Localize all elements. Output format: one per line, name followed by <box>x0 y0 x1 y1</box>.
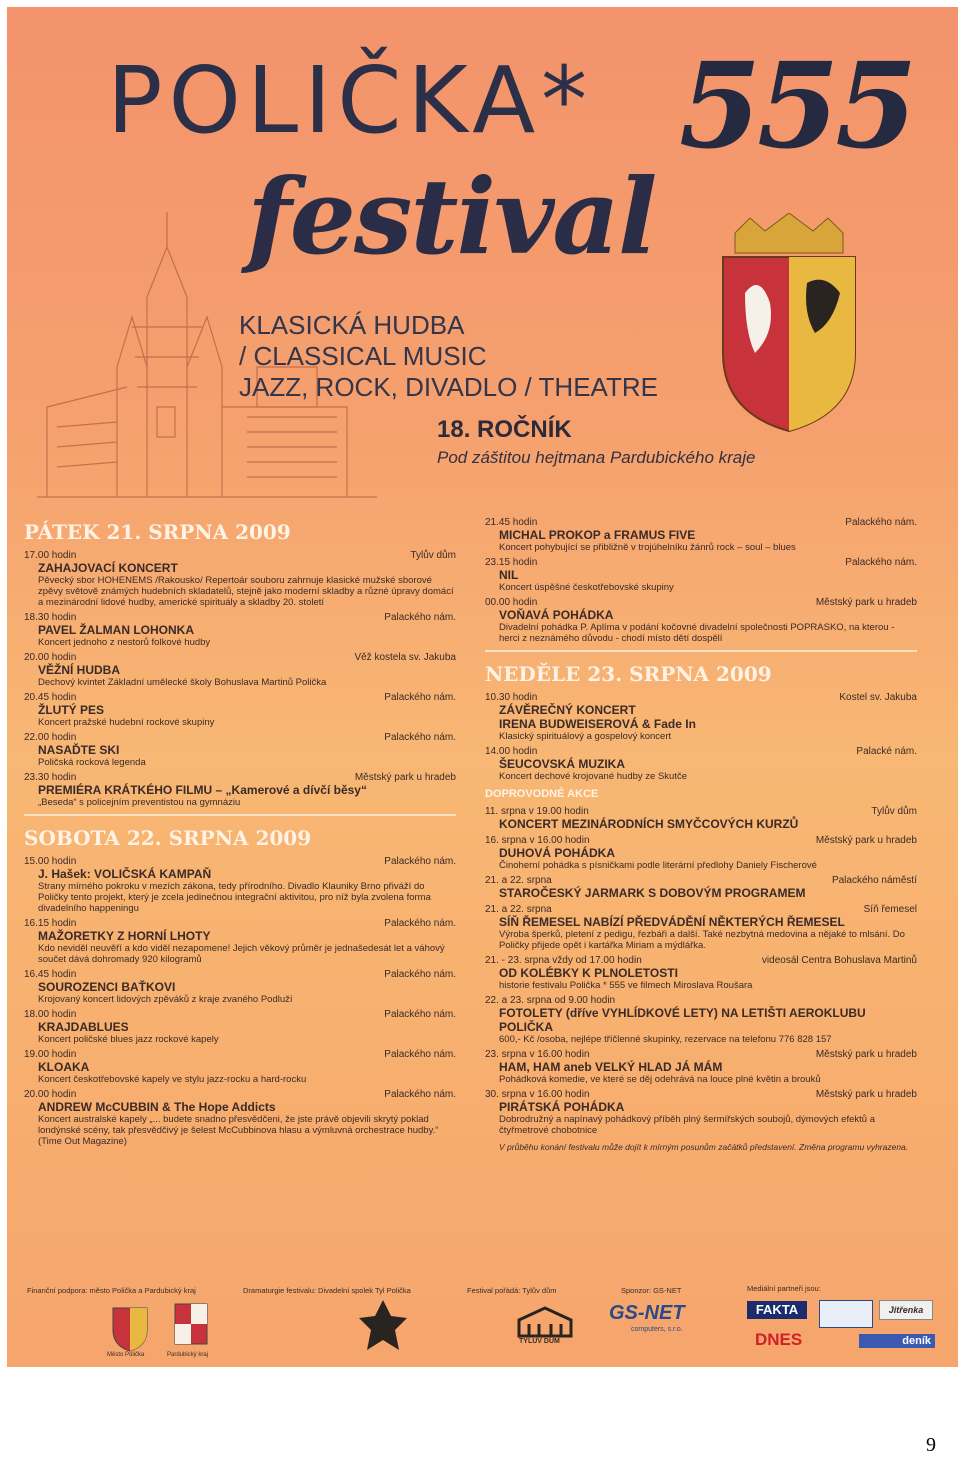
program-event <box>24 772 456 808</box>
event-place: Palackého nám. <box>384 692 456 703</box>
event-description: Výroba šperků, pletení z pedigu, řezbáři a další. Také nezbytná medovina a nějaké to mlsání. Do Poličky přijede opět i kartářka Miriam a mýdlářka. <box>499 929 905 951</box>
genre-line: JAZZ, ROCK, DIVADLO / THEATRE <box>239 372 658 402</box>
organizer-credit: Festival pořádá: Tylův dům <box>467 1286 557 1295</box>
event-time: 21. a 22. srpna <box>485 904 552 915</box>
festival-poster <box>7 7 958 1367</box>
event-time: 16.15 hodin <box>24 918 77 929</box>
event-name: VOŇAVÁ POHÁDKA <box>499 608 614 622</box>
event-place: Palackého nám. <box>384 732 456 743</box>
event-name: DUHOVÁ POHÁDKA <box>499 846 616 860</box>
event-performer: IRENA BUDWEISEROVÁ & Fade In <box>499 717 696 731</box>
event-name: ANDREW McCUBBIN & The Hope Addicts <box>38 1100 276 1114</box>
event-time: 19.00 hodin <box>24 1049 77 1060</box>
event-place: Městský park u hradeb <box>815 597 917 608</box>
event-place: Palackého nám. <box>384 918 456 929</box>
event-time: 22. a 23. srpna od 9.00 hodin <box>485 995 616 1006</box>
event-name: PIRÁTSKÁ POHÁDKA <box>499 1100 625 1114</box>
event-time: 11. srpna v 19.00 hodin <box>485 806 589 817</box>
event-place: Tylův dům <box>871 806 917 817</box>
event-description: Dobrodružný a napínavý pohádkový příběh plný šermířských soubojů, dýmových efektů a čtyřmetrové chobotnice <box>499 1114 875 1136</box>
event-time: 21. a 22. srpna <box>485 875 552 886</box>
program-event <box>24 969 456 1005</box>
event-time: 20.00 hodin <box>24 652 77 663</box>
event-time: 21.45 hodin <box>485 517 538 528</box>
event-time: 10.30 hodin <box>485 692 538 703</box>
event-place: Palackého nám. <box>384 1009 456 1020</box>
festival-title-number: 555 <box>679 36 914 175</box>
event-name: NASAĎTE SKI <box>38 743 120 757</box>
theatre-society-icon <box>357 1298 409 1354</box>
program-event <box>485 1089 917 1136</box>
event-time: 30. srpna v 16.00 hodin <box>485 1089 590 1100</box>
event-description: Kdo neviděl neuvěří a kdo viděl nezapomene! Jejich věkový průměr je jednašedesát let a váhový součet dává dohromady 920 kilogramů <box>38 943 445 965</box>
event-description: „Beseda“ s policejním preventistou na gymnáziu <box>38 797 241 808</box>
program-event <box>24 692 456 728</box>
event-place: Kostel sv. Jakuba <box>839 692 917 703</box>
event-description: Koncert poličské blues jazz rockové kapely <box>38 1034 219 1045</box>
event-description: Koncert australské kapely „... budete snadno přesvědčeni, že jste právě objevili skrytý poklad londýnské scény, tak přesvědčivý je šelest McCubbinova hlasu a výmluvná orchestrace hudby.“ (Time Out Magazine) <box>38 1114 439 1147</box>
event-time: 17.00 hodin <box>24 550 77 561</box>
event-description: Koncert úspěšné českotřebovské skupiny <box>499 582 674 593</box>
program-event <box>24 612 456 648</box>
program-event <box>485 517 917 553</box>
event-place: Palackého nám. <box>845 517 917 528</box>
jitrenka-logo: Jitřenka <box>879 1300 933 1320</box>
event-time: 14.00 hodin <box>485 746 538 757</box>
event-name: ŽLUTÝ PES <box>38 703 105 717</box>
city-crest-icon <box>111 1304 149 1352</box>
program-event <box>485 955 917 991</box>
gsnet-logo-subtitle: computers, s.r.o. <box>631 1326 683 1333</box>
program-event <box>485 692 917 742</box>
event-name: OD KOLÉBKY K PLNOLETOSTI <box>499 966 678 980</box>
program-event <box>24 550 456 608</box>
program-event <box>485 597 917 644</box>
program-event <box>485 904 917 951</box>
event-name: STAROČESKÝ JARMARK S DOBOVÝM PROGRAMEM <box>499 886 806 900</box>
tyluv-dum-building-icon <box>515 1304 575 1338</box>
media-credit: Mediální partneři jsou: <box>747 1284 821 1293</box>
program-event <box>485 806 917 831</box>
event-time: 23. srpna v 16.00 hodin <box>485 1049 590 1060</box>
event-description: Krojovaný koncert lidových zpěváků z kraje zvaného Podluží <box>38 994 293 1005</box>
program-event <box>485 746 917 782</box>
sponsors-footer <box>7 1272 958 1367</box>
event-place: Palackého náměstí <box>831 875 917 886</box>
coat-of-arms-icon <box>715 213 863 433</box>
finance-credit: Finanční podpora: město Polička a Pardubický kraj <box>27 1286 196 1295</box>
fakta-logo: FAKTA <box>747 1301 807 1319</box>
sponsor-credit: Sponzor: GS-NET <box>621 1286 682 1295</box>
event-place: Věž kostela sv. Jakuba <box>354 652 456 663</box>
event-description: Poličská rocková legenda <box>38 757 146 768</box>
accompanying-heading: DOPROVODNÉ AKCE <box>485 788 599 800</box>
event-place: Městský park u hradeb <box>815 1049 917 1060</box>
event-description: Koncert pohybující se přibližně v trojúhelníku žánrů rock – soul – blues <box>499 542 796 553</box>
event-time: 18.30 hodin <box>24 612 77 623</box>
event-name: KRAJDABLUES <box>38 1020 129 1034</box>
event-time: 00.00 hodin <box>485 597 538 608</box>
city-logo-label: Město Polička <box>107 1352 145 1358</box>
denik-logo: deník <box>859 1334 935 1348</box>
patronage-text: Pod záštitou hejtmana Pardubického kraje <box>437 448 756 467</box>
program-event <box>485 875 917 900</box>
event-name: PAVEL ŽALMAN LOHONKA <box>38 623 194 637</box>
event-place: Palackého nám. <box>384 1049 456 1060</box>
event-name: VĚŽNÍ HUDBA <box>38 663 121 677</box>
event-time: 23.30 hodin <box>24 772 77 783</box>
event-description: Koncert českotřebovské kapely ve stylu jazz-rocku a hard-rocku <box>38 1074 307 1085</box>
event-description: Koncert dechové krojované hudby ze Skutče <box>499 771 688 782</box>
dramaturgy-credit: Dramaturgie festivalu: Divadelní spolek Tyl Polička <box>243 1286 411 1295</box>
event-place: Tylův dům <box>410 550 456 561</box>
event-description: Klasický spirituálový a gospelový koncert <box>499 731 672 742</box>
media-partner-logo <box>819 1300 873 1328</box>
event-time: 16.45 hodin <box>24 969 77 980</box>
event-name: NIL <box>499 568 519 582</box>
event-place: Městský park u hradeb <box>815 1089 917 1100</box>
event-place: Palackého nám. <box>384 612 456 623</box>
event-time: 22.00 hodin <box>24 732 77 743</box>
program-event <box>485 1049 917 1085</box>
event-time: 16. srpna v 16.00 hodin <box>485 835 590 846</box>
event-time: 20.00 hodin <box>24 1089 77 1100</box>
event-time: 15.00 hodin <box>24 856 77 867</box>
program-event <box>24 1049 456 1085</box>
festival-title-word: festival <box>247 155 656 278</box>
program-event <box>24 918 456 965</box>
event-name: ZÁVĚREČNÝ KONCERT <box>499 703 636 717</box>
event-description: Strany mírného pokroku v mezích zákona, tedy přírodního. Divadlo Klauniky Brno přiváží do Poličky tento projekt, který je zcela jedinečnou integrační aktivitou, pro níž byla zvolena forma divadelního happeningu <box>38 881 431 914</box>
event-time: 23.15 hodin <box>485 557 538 568</box>
event-time: 20.45 hodin <box>24 692 77 703</box>
event-description: historie festivalu Polička * 555 ve filmech Miroslava Roušara <box>499 980 753 991</box>
event-name: HAM, HAM aneb VELKÝ HLAD JÁ MÁM <box>499 1060 723 1074</box>
event-name: KLOAKA <box>38 1060 90 1074</box>
event-place: Palacké nám. <box>856 746 917 757</box>
program-event <box>24 652 456 688</box>
event-description: Pohádková komedie, ve které se děj odehrává na louce plné květin a brouků <box>499 1074 821 1085</box>
event-place: videosál Centra Bohuslava Martinů <box>761 955 917 966</box>
event-time: 18.00 hodin <box>24 1009 77 1020</box>
event-place: Palackého nám. <box>384 1089 456 1100</box>
event-name: SÍŇ ŘEMESEL NABÍZÍ PŘEDVÁDĚNÍ NĚKTERÝCH ŘEMESEL <box>499 915 845 929</box>
event-description: Dechový kvintet Základní umělecké školy Bohuslava Martinů Polička <box>38 677 327 688</box>
program-left-column <box>24 520 456 1151</box>
event-name: ZAHAJOVACÍ KONCERT <box>38 561 178 575</box>
genre-line: KLASICKÁ HUDBA <box>239 310 465 340</box>
event-place: Síň řemesel <box>863 904 917 915</box>
event-time: 21. - 23. srpna vždy od 17.00 hodin <box>485 955 642 966</box>
genre-line: / CLASSICAL MUSIC <box>239 341 487 371</box>
event-description: Činoherní pohádka s písničkami podle literární předlohy Daniely Fischerové <box>499 860 817 871</box>
event-name: SOUROZENCI BAŤKOVI <box>38 980 176 994</box>
program-event <box>24 732 456 768</box>
event-name: J. Hašek: VOLIČSKÁ KAMPAŇ <box>38 867 212 881</box>
edition-label: 18. ROČNÍK <box>437 416 572 443</box>
tyluv-dum-logo-label: TYLŮV DŮM <box>519 1338 560 1345</box>
event-place: Palackého nám. <box>845 557 917 568</box>
saturday-heading: SOBOTA 22. SRPNA 2009 <box>24 826 312 850</box>
schedule-note: V průběhu konání festivalu může dojít k mírným posunům začátků představení. Změna programu vyhrazena. <box>499 1142 909 1152</box>
gsnet-logo: GS-NET <box>609 1302 685 1324</box>
event-place: Palackého nám. <box>384 969 456 980</box>
event-place: Palackého nám. <box>384 856 456 867</box>
event-description: Divadelní pohádka P. Aplíma v podání kočovné divadelní společnosti POPRASKO, na kterou - herci z neznámého důvodu - chodí místo dětí dospělí <box>499 622 895 644</box>
event-description: Koncert pražské hudební rockové skupiny <box>38 717 215 728</box>
region-logo-label: Pardubický kraj <box>167 1352 209 1358</box>
dnes-logo: DNES <box>755 1330 803 1349</box>
genre-list <box>239 310 658 403</box>
event-description: Pěvecký sbor HOHENEMS /Rakousko/ Repertoár souboru zahrnuje klasické mužské sborové zpěvy světově známých hudebních skladatelů, stejně jako moderní skladby a různé úpravy domácí a mezinárodní lidové hudby, americké spirituály a skladby 20. století <box>38 575 454 608</box>
program-event <box>24 856 456 914</box>
page-number: 9 <box>926 1434 936 1456</box>
event-name: MICHAL PROKOP a FRAMUS FIVE <box>499 528 696 542</box>
program-right-column <box>485 517 917 1152</box>
section-divider <box>485 650 917 652</box>
program-event <box>485 557 917 593</box>
section-divider <box>24 814 456 816</box>
event-name: PREMIÉRA KRÁTKÉHO FILMU – „Kamerové a dívčí běsy“ <box>38 783 367 797</box>
program-event <box>24 1089 456 1147</box>
program-event <box>485 995 917 1045</box>
event-description: 600,- Kč /osoba, nejlépe tříčlenné skupinky, rezervace na telefonu 776 828 157 <box>499 1034 832 1045</box>
event-name: ŠEUCOVSKÁ MUZIKA <box>499 757 626 771</box>
festival-title-town: POLIČKA* <box>107 47 594 154</box>
event-name: KONCERT MEZINÁRODNÍCH SMYČCOVÝCH KURZŮ <box>499 817 799 831</box>
region-crest-icon <box>173 1302 209 1348</box>
event-description: Koncert jednoho z nestorů folkové hudby <box>38 637 211 648</box>
sunday-heading: NEDĚLE 23. SRPNA 2009 <box>485 662 772 686</box>
friday-heading: PÁTEK 21. SRPNA 2009 <box>24 520 291 544</box>
program-event <box>24 1009 456 1045</box>
event-place: Městský park u hradeb <box>815 835 917 846</box>
event-name: MAŽORETKY Z HORNÍ LHOTY <box>38 929 211 943</box>
event-place: Městský park u hradeb <box>354 772 456 783</box>
program-event <box>485 835 917 871</box>
event-name: FOTOLETY (dříve VYHLÍDKOVÉ LETY) NA LETIŠTI AEROKLUBU POLIČKA <box>499 1006 866 1034</box>
